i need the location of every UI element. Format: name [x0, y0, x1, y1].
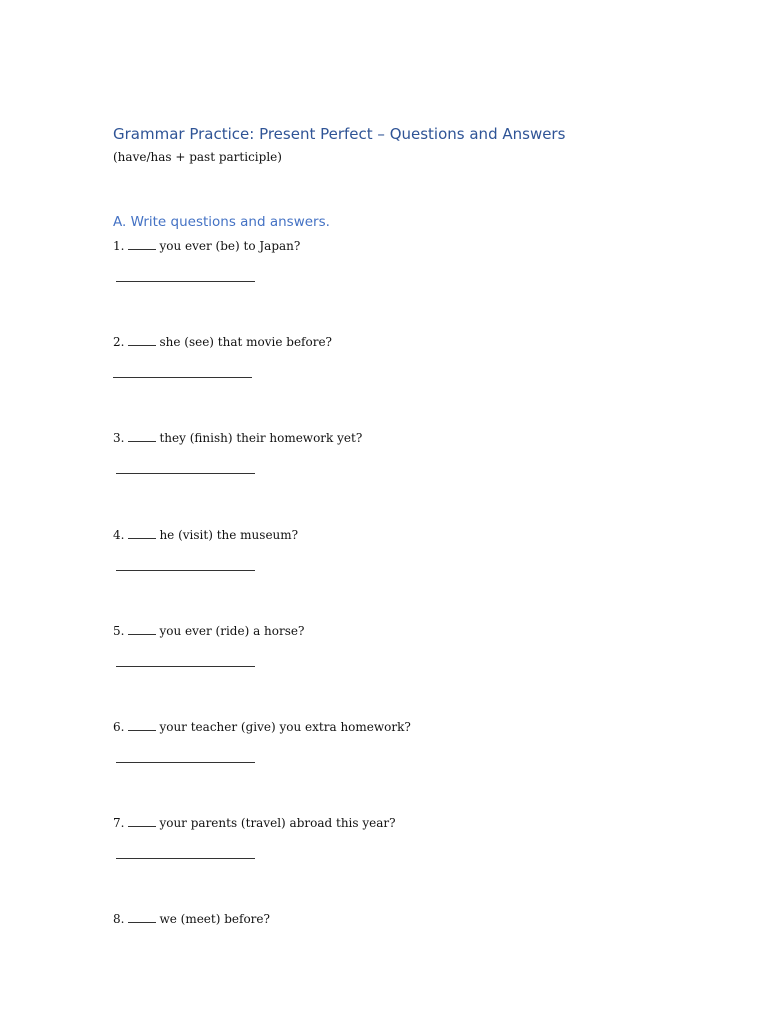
question-text: [113, 527, 298, 543]
question-prompt: you ever (be) to Japan?: [159, 239, 301, 253]
question-prompt: she (see) that movie before?: [159, 335, 332, 350]
question-text: [113, 430, 362, 446]
question-text: [113, 623, 304, 639]
question-number: 4.: [113, 527, 125, 542]
answer-line: [113, 377, 252, 378]
question-prompt: they (finish) their homework yet?: [159, 431, 363, 446]
worksheet-page: [113, 0, 673, 1024]
question-prompt: we (meet) before?: [159, 912, 270, 927]
question-text: [113, 238, 300, 254]
question-number: 7.: [113, 816, 125, 831]
answer-line: [116, 666, 255, 667]
fill-in-blank: [128, 527, 156, 539]
fill-in-blank: [128, 911, 156, 923]
fill-in-blank: [128, 430, 156, 442]
question-text: [113, 334, 332, 350]
question-prompt: your teacher (give) you extra homework?: [159, 719, 411, 734]
section-a-heading: A. Write questions and answers.: [113, 214, 330, 230]
question-prompt: he (visit) the museum?: [159, 527, 299, 542]
answer-line: [116, 570, 255, 571]
question-number: 1.: [113, 239, 125, 253]
question-prompt: you ever (ride) a horse?: [159, 623, 305, 638]
answer-line: [116, 858, 255, 859]
worksheet-title: Grammar Practice: Present Perfect – Questions and Answers: [113, 125, 566, 143]
answer-line: [116, 281, 255, 282]
answer-line: [116, 473, 255, 474]
fill-in-blank: [128, 623, 156, 635]
fill-in-blank: [128, 815, 156, 827]
question-number: 3.: [113, 431, 125, 446]
worksheet-subtitle: (have/has + past participle): [113, 150, 282, 164]
question-prompt: your parents (travel) abroad this year?: [159, 816, 396, 831]
question-number: 8.: [113, 912, 125, 927]
answer-line: [116, 762, 255, 763]
fill-in-blank: [128, 719, 156, 731]
fill-in-blank: [128, 334, 156, 346]
question-text: [113, 815, 396, 831]
question-number: 6.: [113, 719, 125, 734]
question-number: 2.: [113, 335, 125, 350]
fill-in-blank: [128, 238, 156, 250]
question-number: 5.: [113, 623, 125, 638]
question-text: [113, 719, 411, 735]
question-text: [113, 911, 270, 927]
